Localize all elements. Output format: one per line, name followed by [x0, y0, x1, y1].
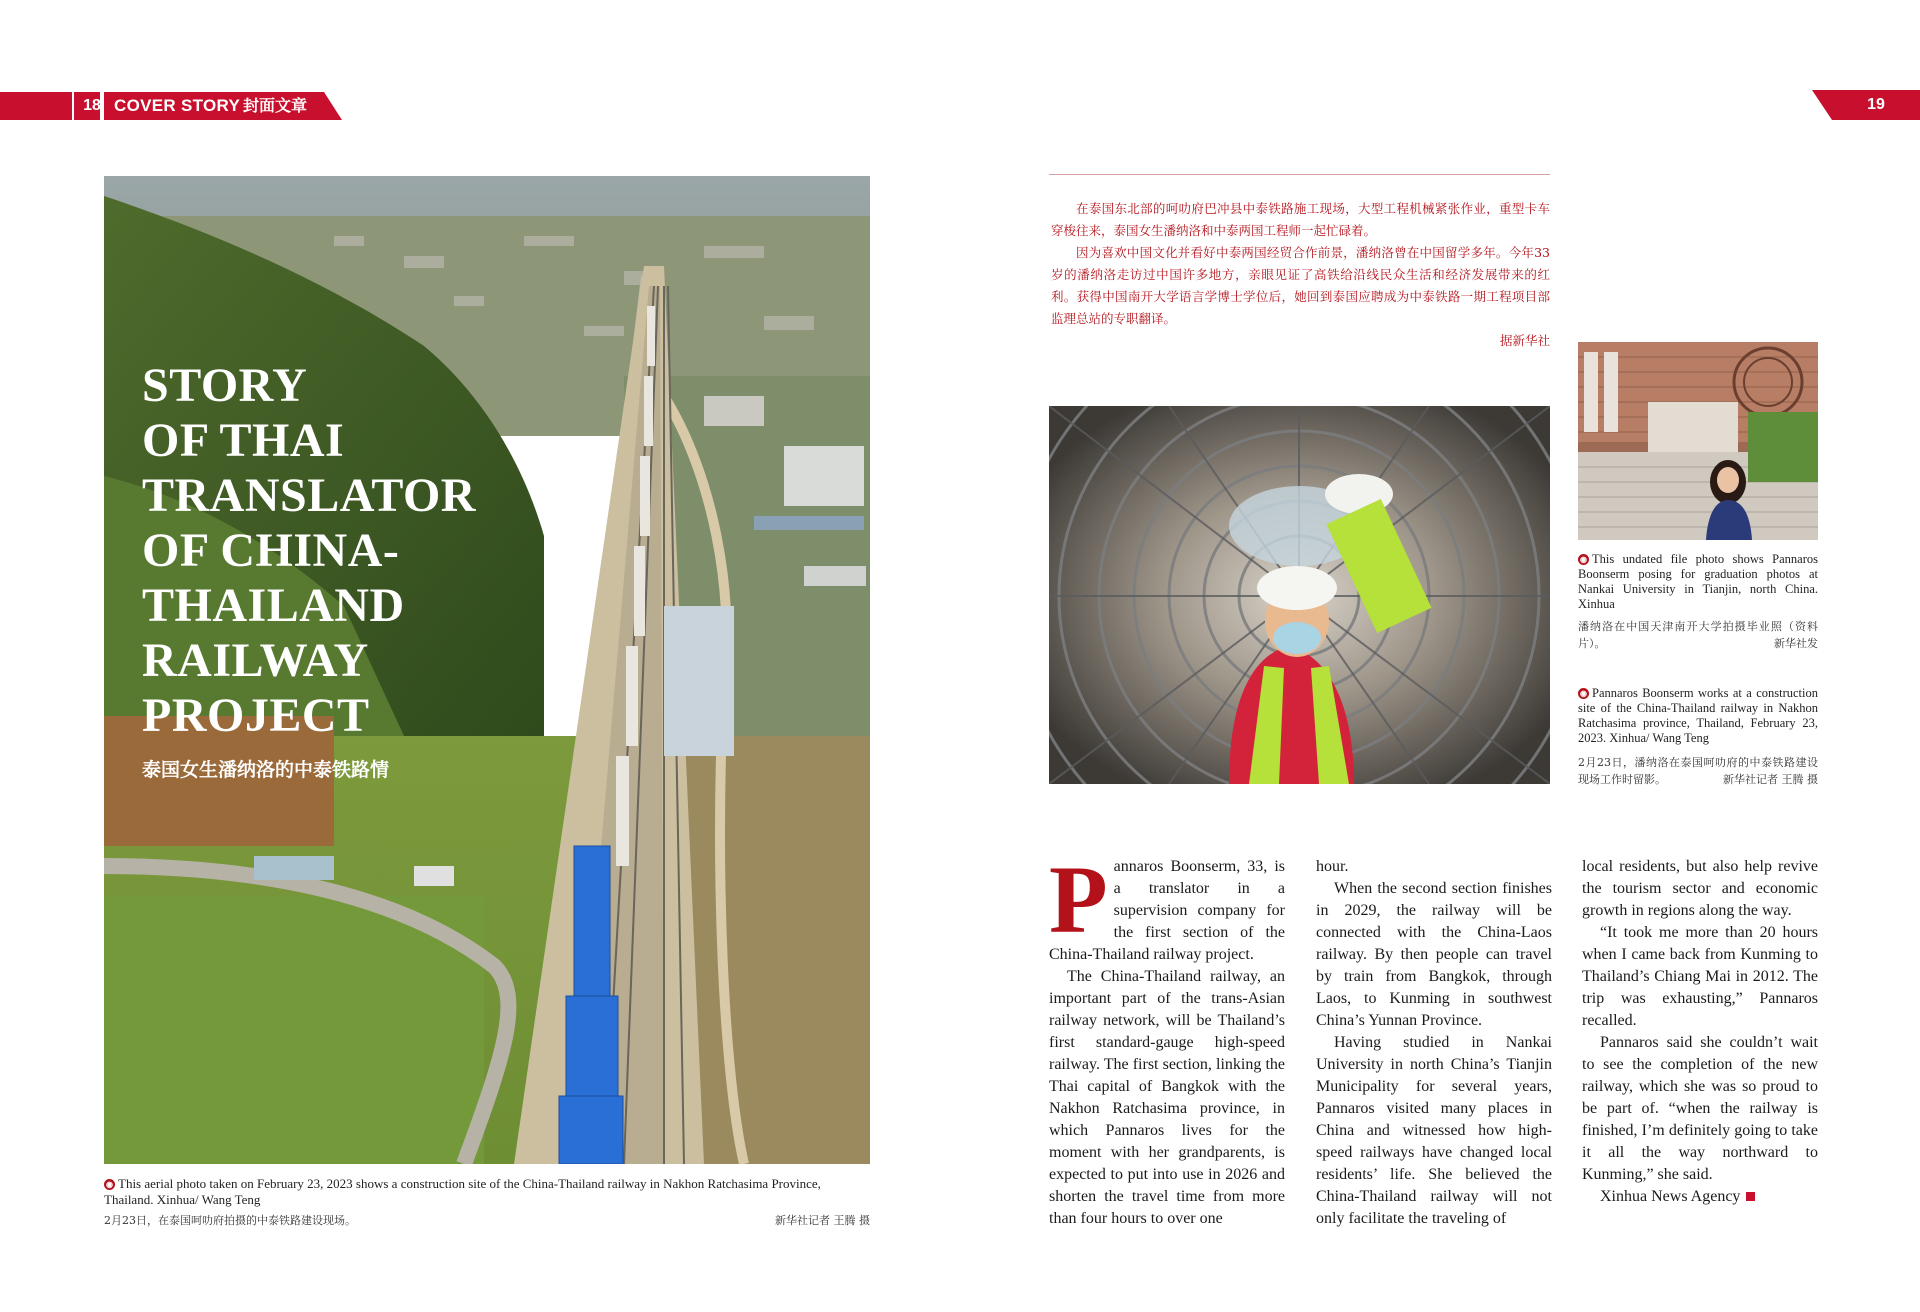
- body-column-2: [1316, 856, 1552, 1230]
- body-paragraph: “It took me more than 20 hours when I came back from Kunming to Thailand’s Chiang Mai in 2012. The trip was exhausting,” Pannaros recalled.: [1582, 924, 1818, 1029]
- rebar-photo-illustration: [1049, 406, 1550, 784]
- graduation-photo-caption: [1578, 552, 1818, 612]
- intro-paragraph-2: 因为喜欢中国文化并看好中泰两国经贸合作前景，潘纳洛曾在中国留学多年。今年33岁的潘纳洛走访过中国许多地方，亲眼见证了高铁给沿线民众生活和经济发展带来的红利。获得中国南开大学语言学博士学位后，她回到泰国应聘成为中泰铁路一期工程项目部监理总站的专职翻译。: [1051, 245, 1550, 326]
- camera-marker-icon: ◉: [104, 1179, 115, 1190]
- body-paragraph: hour.: [1316, 858, 1349, 875]
- body-paragraph: Having studied in Nankai University in north China’s Tianjin Municipality for several years, Pannaros visited many places in China and witnessed how high-speed railways have changed local residents’ life. She believed the China-Thailand railway will not only facilitate the traveling of: [1316, 1034, 1552, 1227]
- story-headline-zh: 泰国女生潘纳洛的中泰铁路情: [142, 759, 390, 781]
- grad-caption-credit: 新华社发: [1774, 637, 1818, 650]
- graduation-photo-caption-zh: [1578, 618, 1818, 652]
- section-title-en: COVER STORY: [114, 96, 241, 115]
- aerial-photo-caption: [104, 1176, 870, 1208]
- aerial-caption-text: This aerial photo taken on February 23, 2023 shows a construction site of the China-Thailand railway in Nakhon Ratchasima Province, Thailand. Xinhua/ Wang Teng: [104, 1176, 821, 1207]
- headline-line: THAILAND: [142, 579, 405, 632]
- signoff-paragraph: [1582, 1186, 1818, 1208]
- camera-marker-icon: ◉: [1578, 688, 1589, 699]
- body-paragraph: local residents, but also help revive the tourism sector and economic growth in regions along the way.: [1582, 858, 1818, 919]
- camera-marker-icon: ◉: [1578, 554, 1589, 565]
- aerial-railway-photo: [104, 176, 870, 1164]
- headline-line: STORY: [142, 359, 308, 412]
- body-paragraph: The China-Thailand railway, an important part of the trans-Asian railway network, will be Thailand’s first standard-gauge high-speed railway. The first section, linking the Thai capital of Bangkok with the Nakhon Ratchasima province, in which Pannaros lives for the moment with her grandparents, is expected to put into use in 2026 and shorten the travel time from more than four hours to over one: [1049, 968, 1285, 1227]
- body-paragraph: annaros Boonserm, 33, is a translator in a supervision company for the first section of the China-Thailand railway project.: [1049, 858, 1285, 963]
- end-mark-icon: [1746, 1192, 1755, 1201]
- chinese-intro: [1051, 198, 1550, 352]
- section-title-zh: 封面文章: [243, 96, 308, 115]
- headline-line: OF CHINA-: [142, 524, 400, 577]
- graduation-photo-illustration: [1578, 342, 1818, 540]
- site-caption-zh-text: 2月23日，潘纳洛在泰国呵叻府的中泰铁路建设现场工作时留影。: [1578, 756, 1818, 786]
- rebar-cage-worker-photo: [1049, 406, 1550, 784]
- left-page-number: 18: [83, 97, 101, 114]
- site-photo-caption-zh: [1578, 754, 1818, 788]
- site-caption-credit: 新华社记者 王腾 摄: [1723, 773, 1818, 786]
- body-column-3: [1582, 856, 1818, 1208]
- body-paragraph: When the second section finishes in 2029, the railway will be connected with the China-Laos railway. By then people can travel by train from Bangkok, through Laos, to Kunming in southwest China’s Yunnan Province.: [1316, 880, 1552, 1029]
- headline-line: TRANSLATOR: [142, 469, 476, 522]
- headline-line: RAILWAY: [142, 634, 369, 687]
- intro-source: 据新华社: [1499, 333, 1550, 348]
- grad-caption-text: This undated file photo shows Pannaros Boonserm posing for graduation photos at Nankai University in Tianjin, north China. Xinhua: [1578, 552, 1818, 611]
- site-caption-text: Pannaros Boonserm works at a construction site of the China-Thailand railway in Nakhon Ratchasima province, Thailand, February 23, 2023. Xinhua/ Wang Teng: [1578, 686, 1818, 745]
- body-paragraph: Pannaros said she couldn’t wait to see the completion of the new railway, which she was so proud to be part of. “when the railway is finished, I’m definitely going to take it all the way northward to Kunming,” she said.: [1582, 1034, 1818, 1183]
- body-column-1: [1049, 846, 1285, 1230]
- headline-line: OF THAI: [142, 414, 345, 467]
- grad-caption-zh-text: 潘纳洛在中国天津南开大学拍摄毕业照（资料片）。: [1578, 620, 1818, 650]
- right-header-bar: [1812, 90, 1920, 120]
- top-rule: [1049, 174, 1550, 175]
- headline-line: PROJECT: [142, 689, 370, 742]
- graduation-photo: [1578, 342, 1818, 540]
- aerial-photo-caption-zh: [104, 1214, 870, 1228]
- aerial-caption-zh-text: 2月23日，在泰国呵叻府拍摄的中泰铁路建设现场。: [104, 1214, 356, 1227]
- drop-cap: P: [1049, 846, 1108, 953]
- story-headline: [142, 358, 476, 743]
- site-photo-caption: [1578, 686, 1818, 746]
- signoff: Xinhua News Agency: [1600, 1188, 1741, 1205]
- right-page-number: 19: [1867, 96, 1885, 113]
- intro-paragraph-1: 在泰国东北部的呵叻府巴冲县中泰铁路施工现场，大型工程机械紧张作业，重型卡车穿梭往来，泰国女生潘纳洛和中泰两国工程师一起忙碌着。: [1051, 201, 1550, 238]
- left-header-bar: [0, 92, 342, 120]
- aerial-caption-credit: 新华社记者 王腾 摄: [775, 1214, 870, 1227]
